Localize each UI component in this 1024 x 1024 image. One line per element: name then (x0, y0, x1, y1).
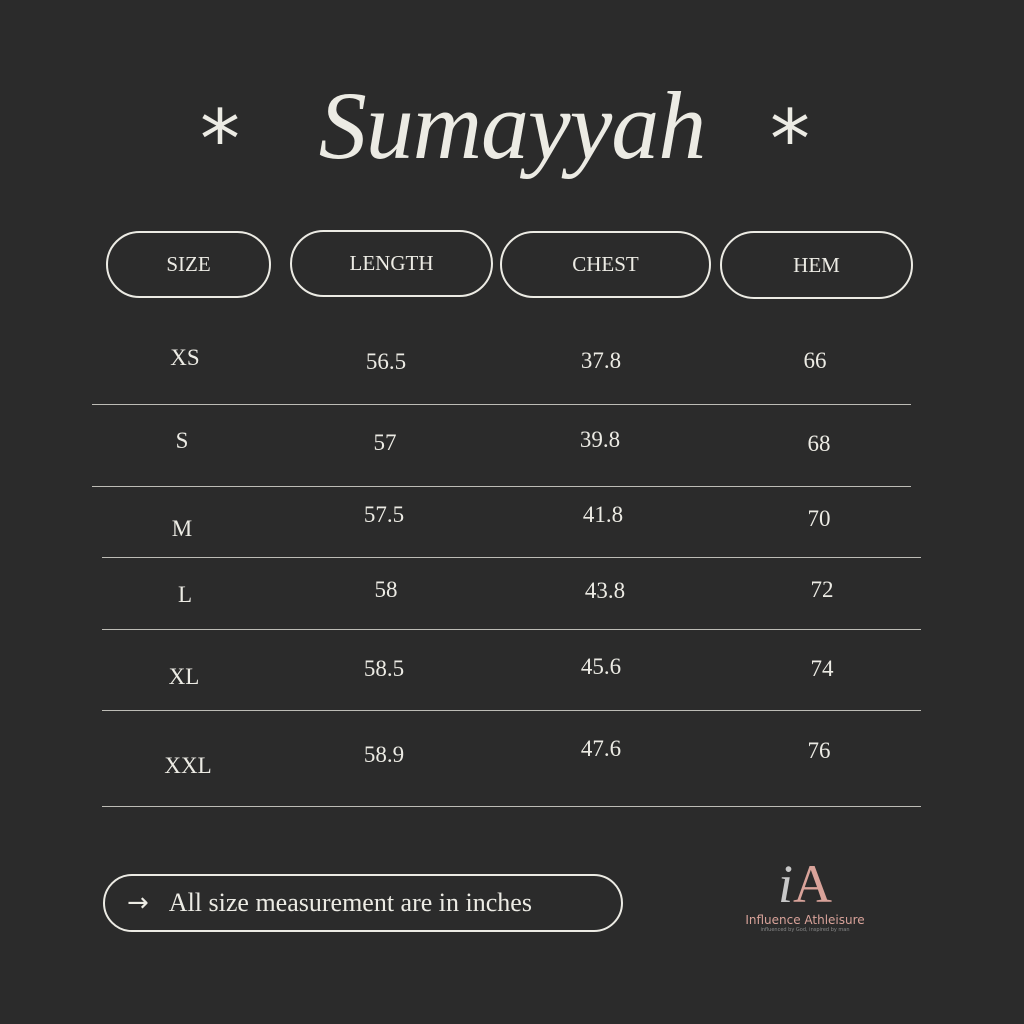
cell-chest: 43.8 (584, 578, 626, 603)
header-hem: HEM (720, 231, 913, 299)
row-divider (102, 710, 921, 711)
asterisk-right-icon: * (770, 93, 810, 186)
cell-length: 58.5 (363, 656, 405, 681)
cell-hem: 68 (807, 431, 831, 456)
brand-tagline: influenced by God, inspired by man (760, 927, 850, 933)
cell-length: 58.9 (363, 742, 405, 767)
cell-length: 58 (374, 577, 398, 602)
cell-hem: 72 (810, 577, 834, 602)
header-chest: CHEST (500, 231, 711, 298)
cell-hem: 70 (807, 506, 831, 531)
measurement-note (103, 874, 623, 932)
row-divider (102, 557, 921, 558)
cell-size: XS (170, 345, 200, 370)
header-size: SIZE (106, 231, 271, 298)
cell-chest: 39.8 (579, 427, 621, 452)
row-divider (92, 486, 911, 487)
row-divider (92, 404, 911, 405)
brand-name: Influence Athleisure (745, 913, 865, 927)
cell-length: 56.5 (365, 349, 407, 374)
cell-size: XL (168, 664, 200, 689)
cell-chest: 41.8 (582, 502, 624, 527)
logo-i: i (777, 854, 793, 914)
logo-a: A (793, 854, 832, 914)
cell-size: M (171, 516, 193, 541)
note-text: All size measurement are in inches (168, 888, 532, 917)
cell-hem: 74 (810, 656, 834, 681)
product-title: Sumayyah (318, 72, 706, 179)
cell-hem: 66 (803, 348, 827, 373)
cell-length: 57 (373, 430, 397, 455)
row-divider (102, 629, 921, 630)
cell-size: S (175, 428, 189, 453)
cell-chest: 45.6 (580, 654, 622, 679)
brand-logo (735, 855, 875, 933)
cell-hem: 76 (807, 738, 831, 763)
header-length: LENGTH (290, 230, 493, 297)
asterisk-left-icon: * (200, 93, 240, 186)
cell-chest: 47.6 (580, 736, 622, 761)
cell-size: L (177, 582, 193, 607)
cell-length: 57.5 (363, 502, 405, 527)
arrow-right-icon: → (127, 888, 149, 918)
cell-size: XXL (164, 753, 212, 778)
row-divider (102, 806, 921, 807)
cell-chest: 37.8 (580, 348, 622, 373)
